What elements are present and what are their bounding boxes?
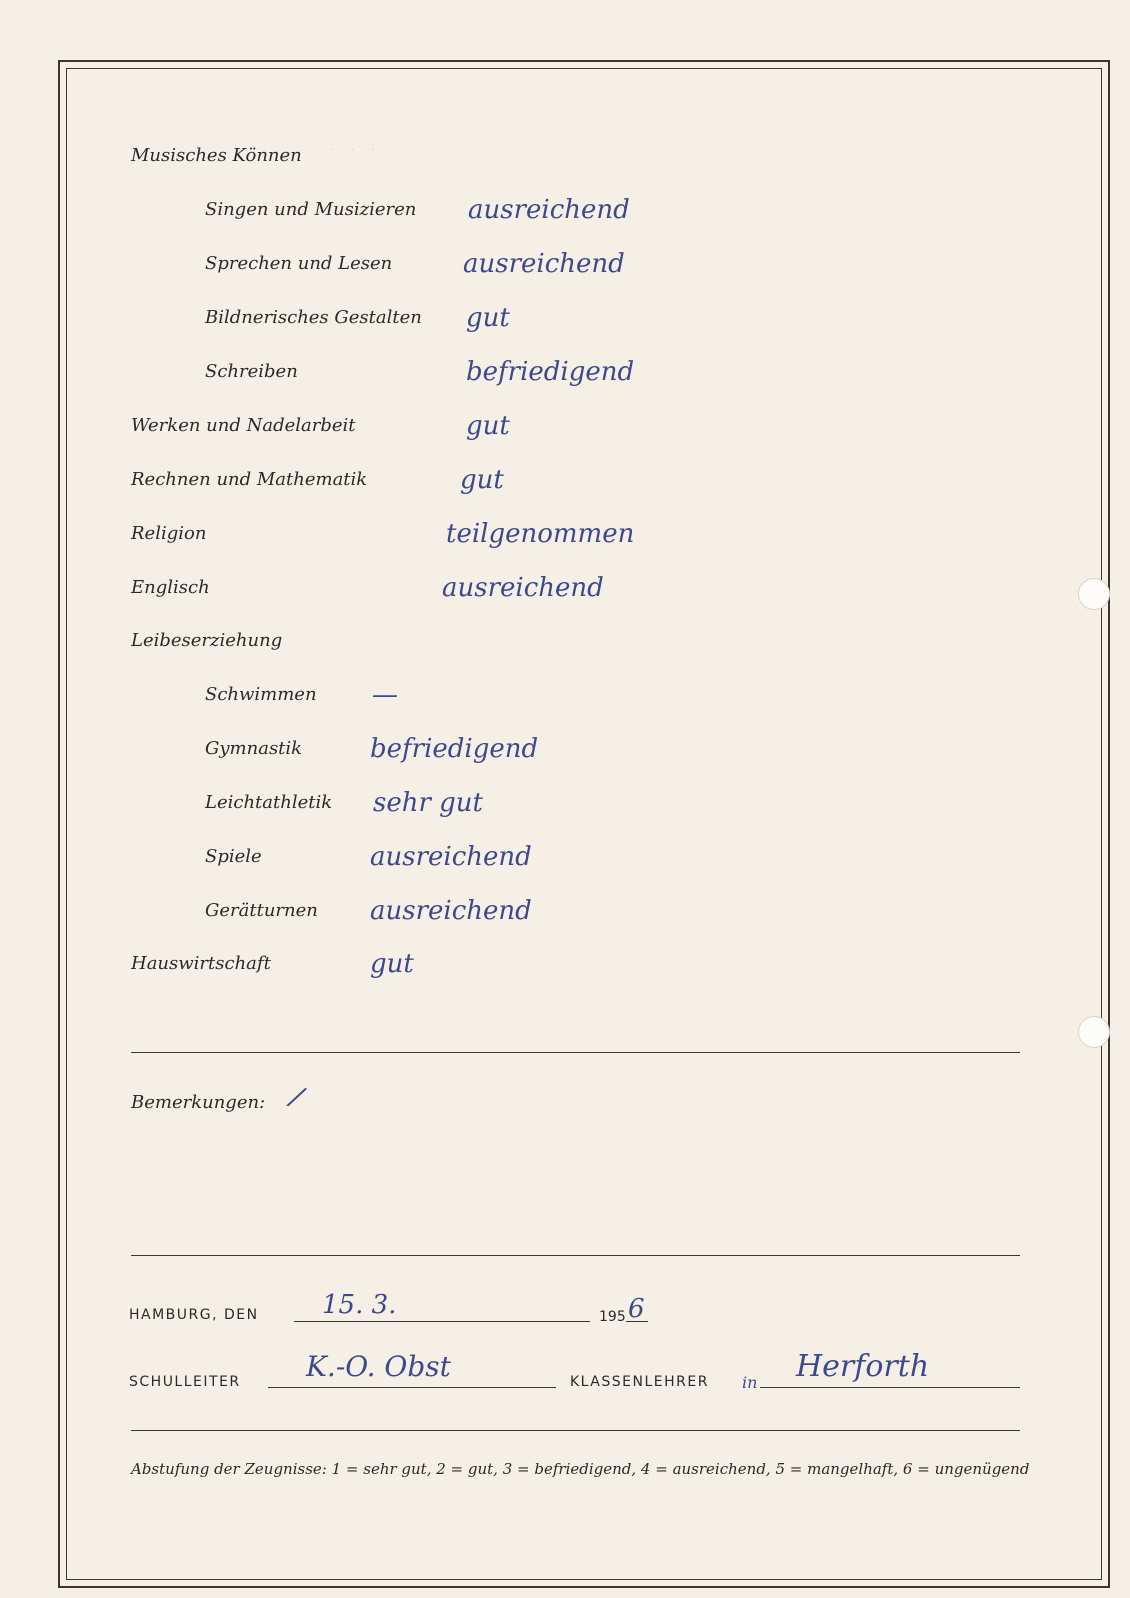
teacher-label: KLASSENLEHRER	[570, 1374, 709, 1390]
grade-value: gut	[460, 465, 504, 495]
subject-label: Werken und Nadelarbeit	[131, 415, 356, 436]
grade-value: ausreichend	[463, 249, 625, 279]
grade-value: ausreichend	[468, 195, 630, 225]
teacher-signature: Herforth	[796, 1349, 930, 1384]
date-value: 15. 3.	[322, 1290, 397, 1320]
subject-label: Rechnen und Mathematik	[131, 469, 368, 490]
subject-label: Leichtathletik	[205, 792, 333, 813]
grade-value: sehr gut	[373, 788, 484, 818]
document-border-inner	[66, 68, 1102, 1580]
grade-value: gut	[370, 949, 414, 979]
date-line	[294, 1321, 590, 1322]
subject-label: Gymnastik	[205, 738, 303, 759]
remarks-label: Bemerkungen:	[131, 1092, 266, 1113]
punch-hole-upper	[1078, 578, 1110, 610]
year-line	[626, 1321, 648, 1322]
principal-signature-line	[268, 1387, 556, 1388]
grade-value: ausreichend	[370, 842, 532, 872]
principal-label: SCHULLEITER	[129, 1374, 241, 1390]
teacher-suffix: in	[742, 1373, 758, 1392]
grade-value: befriedigend	[466, 357, 635, 387]
grade-value: teilgenommen	[446, 519, 635, 549]
subject-label: Sprechen und Lesen	[205, 253, 393, 274]
subject-label: Leibeserziehung	[131, 630, 283, 651]
bleed-through: · · ·	[330, 140, 381, 159]
subject-label: Spiele	[205, 846, 262, 867]
subject-label: Religion	[131, 523, 207, 544]
subject-label: Englisch	[131, 577, 210, 598]
city-label: HAMBURG, DEN	[129, 1307, 259, 1323]
remarks-value: /	[286, 1079, 307, 1114]
teacher-signature-line	[760, 1387, 1020, 1388]
principal-signature: K.-O. Obst	[306, 1350, 451, 1383]
subject-label: Schwimmen	[205, 684, 317, 705]
grade-value: —	[372, 680, 398, 710]
grade-value: gut	[466, 303, 510, 333]
subject-label: Musisches Können	[131, 145, 302, 166]
subject-label: Gerätturnen	[205, 900, 318, 921]
legend-top-rule	[131, 1430, 1020, 1431]
year-prefix: 195	[599, 1309, 626, 1325]
subject-label: Hauswirtschaft	[131, 953, 271, 974]
grading-legend: Abstufung der Zeugnisse: 1 = sehr gut, 2 = gut, 3 = befriedigend, 4 = ausreichend, 5 = mangelhaft, 6 = ungenügend	[131, 1460, 1030, 1478]
grade-value: ausreichend	[442, 573, 604, 603]
subject-label: Bildnerisches Gestalten	[205, 307, 422, 328]
year-suffix: 6	[628, 1294, 645, 1324]
remarks-bottom-rule	[131, 1255, 1020, 1256]
grade-value: ausreichend	[370, 896, 532, 926]
subject-label: Schreiben	[205, 361, 298, 382]
grade-value: befriedigend	[370, 734, 539, 764]
grade-value: gut	[466, 411, 510, 441]
subject-label: Singen und Musizieren	[205, 199, 417, 220]
remarks-top-rule	[131, 1052, 1020, 1053]
punch-hole-lower	[1078, 1016, 1110, 1048]
